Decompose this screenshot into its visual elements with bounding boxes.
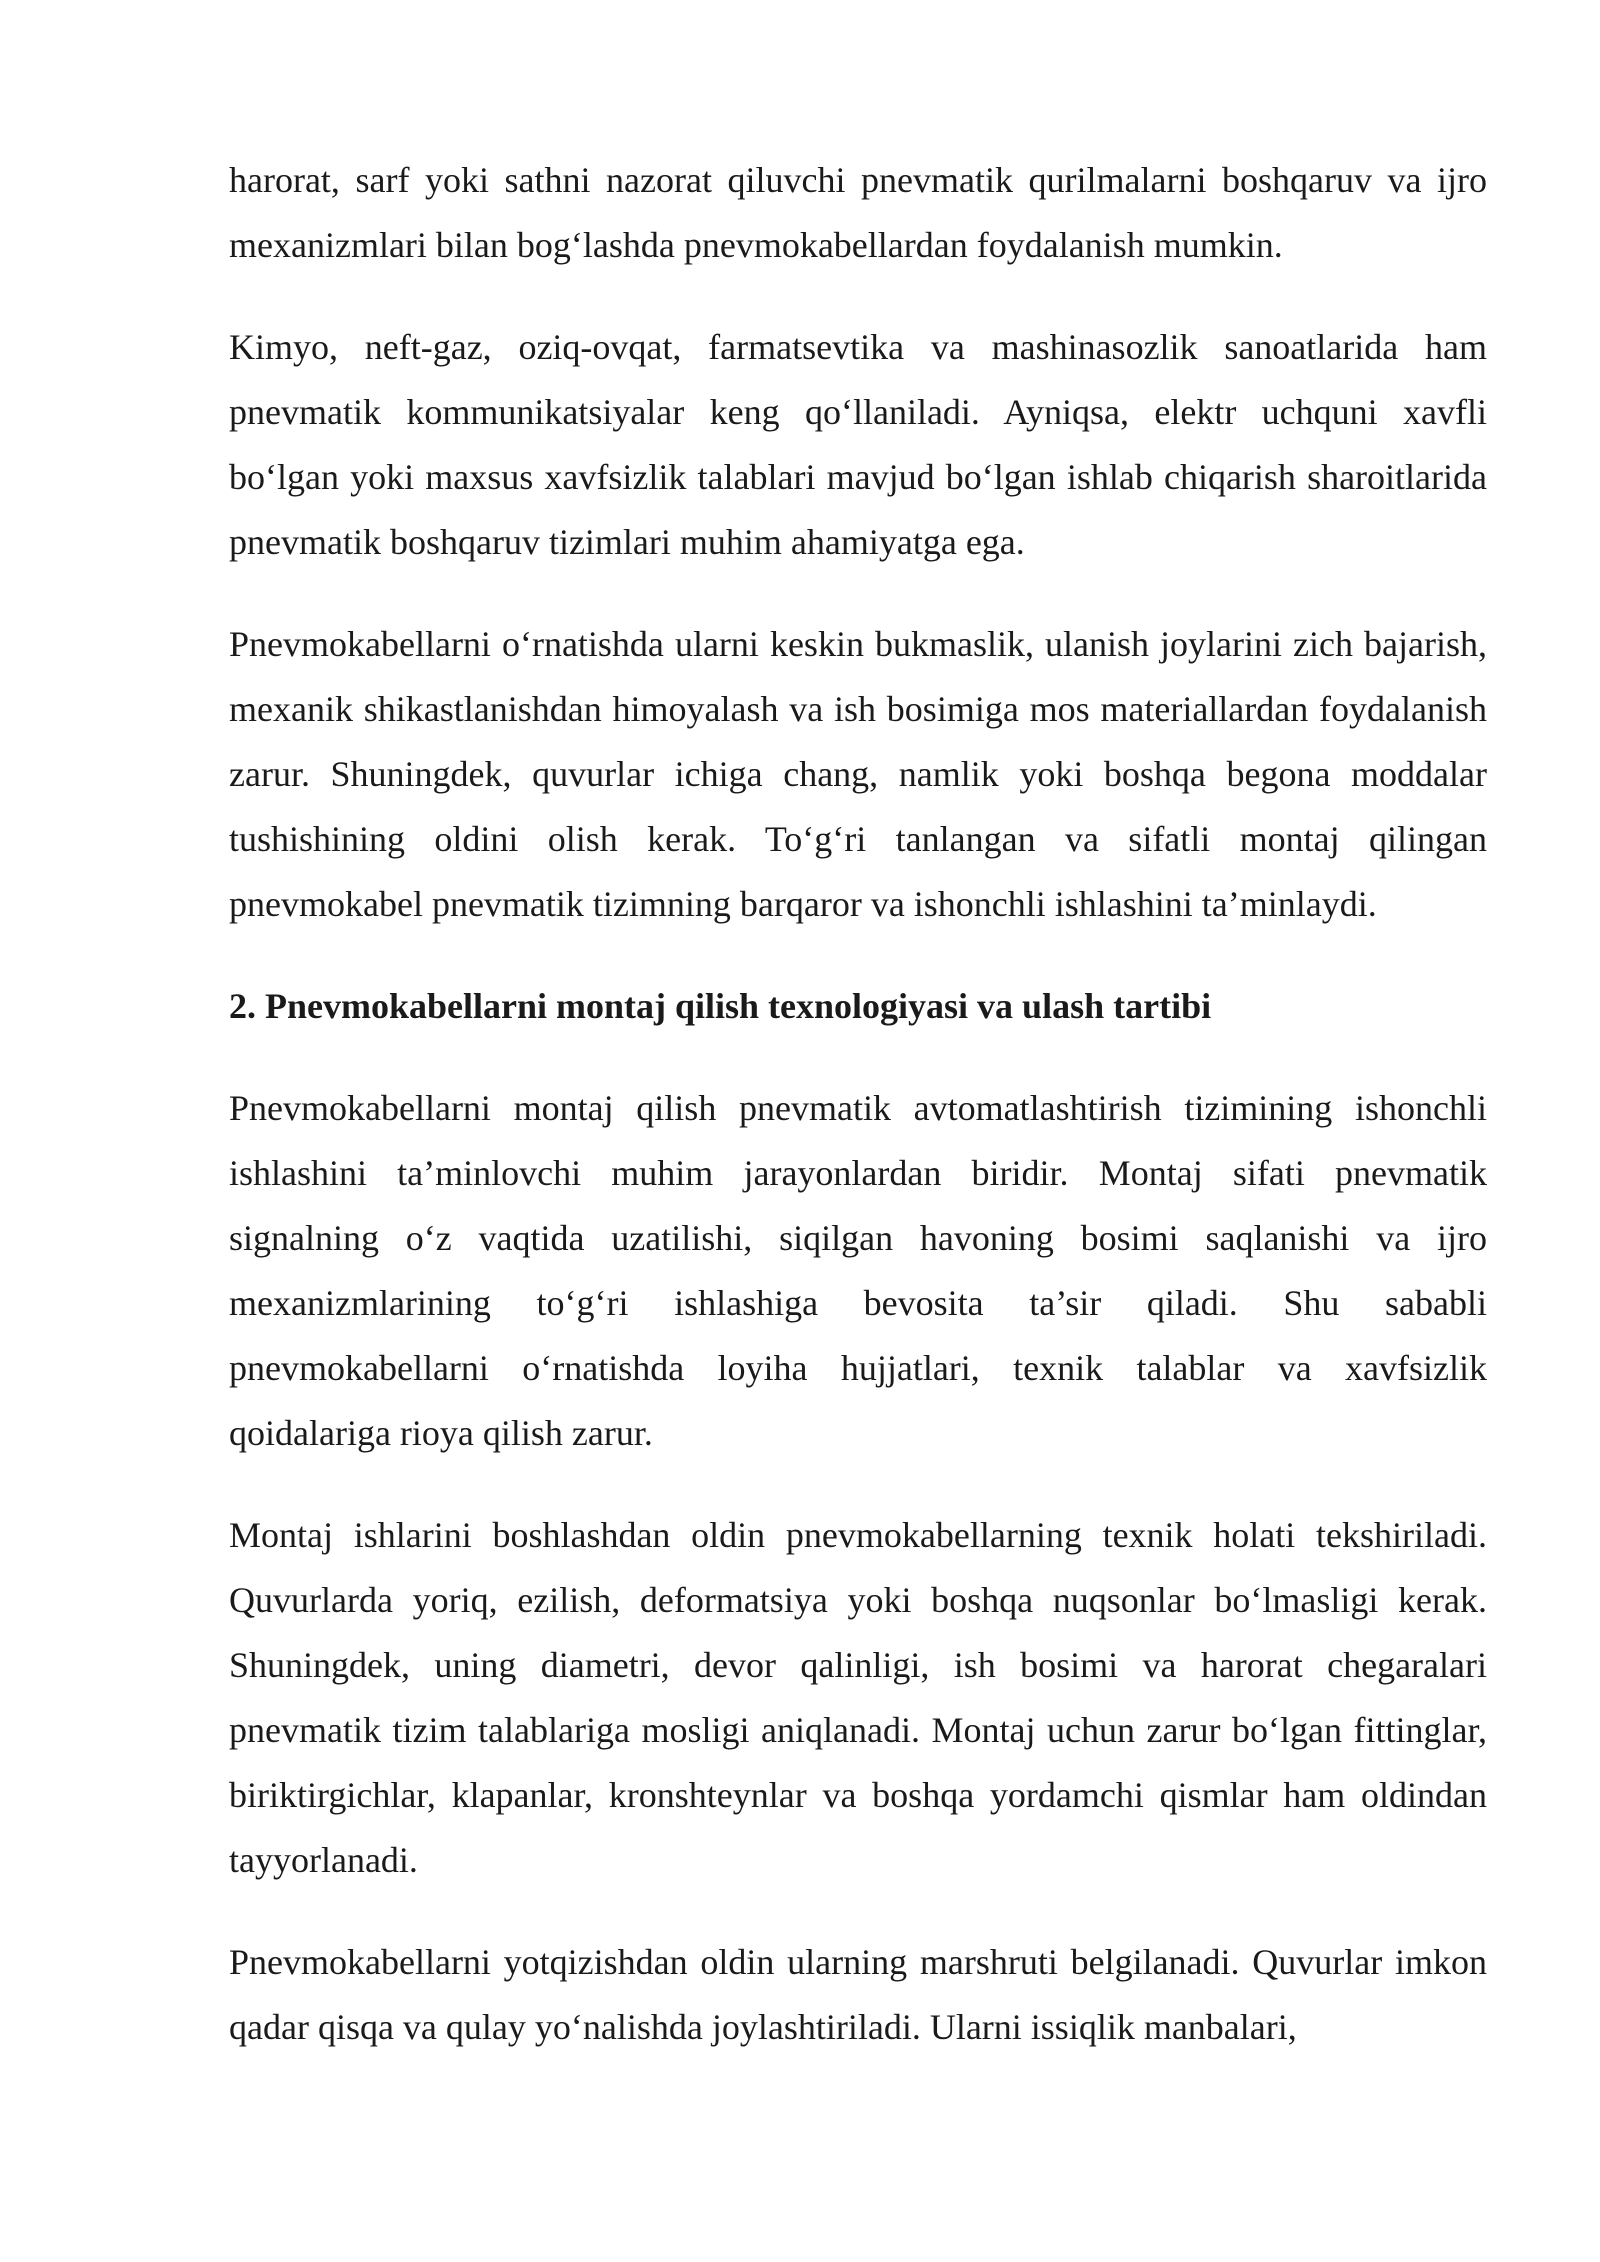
body-paragraph: Montaj ishlarini boshlashdan oldin pnevmokabellarning texnik holati tekshiriladi. Quvurlarda yoriq, ezilish, deformatsiya yoki boshqa nuqsonlar bo‘lmasligi kerak. Shuningdek, uning diametri, devor qalinligi, ish bosimi va harorat chegaralari pnevmatik tizim talablariga mosligi aniqlanadi. Montaj uchun zarur bo‘lgan fittinglar, biriktirgichlar, klapanlar, kronshteynlar va boshqa yordamchi qismlar ham oldindan tayyorlanadi. [229,1515,1487,1880]
body-paragraph: Pnevmokabellarni montaj qilish pnevmatik avtomatlashtirish tizimining ishonchli ishlashini ta’minlovchi muhim jarayonlardan biridir. Montaj sifati pnevmatik signalning o‘z vaqtida uzatilishi, siqilgan havoning bosimi saqlanishi va ijro mexanizmlarining to‘g‘ri ishlashiga bevosita ta’sir qiladi. Shu sababli pnevmokabellarni o‘rnatishda loyiha hujjatlari, texnik talablar va xavfsizlik qoidalariga rioya qilish zarur. [229,1088,1487,1453]
body-paragraph: Pnevmokabellarni yotqizishdan oldin ularning marshruti belgilanadi. Quvurlar imkon qadar qisqa va qulay yo‘nalishda joylashtiriladi. Ularni issiqlik manbalari, [229,1942,1487,2047]
section-heading: 2. Pnevmokabellarni montaj qilish texnologiyasi va ulash tartibi [229,986,1212,1026]
body-paragraph: Pnevmokabellarni o‘rnatishda ularni keskin bukmaslik, ulanish joylarini zich bajarish, mexanik shikastlanishdan himoyalash va ish bosimiga mos materiallardan foydalanish zarur. Shuningdek, quvurlar ichiga chang, namlik yoki boshqa begona moddalar tushishining oldini olish kerak. To‘g‘ri tanlangan va sifatli montaj qilingan pnevmokabel pnevmatik tizimning barqaror va ishonchli ishlashini ta’minlaydi. [229,624,1487,924]
body-paragraph: Kimyo, neft-gaz, oziq-ovqat, farmatsevtika va mashinasozlik sanoatlarida ham pnevmatik kommunikatsiyalar keng qo‘llaniladi. Ayniqsa, elektr uchquni xavfli bo‘lgan yoki maxsus xavfsizlik talablari mavjud bo‘lgan ishlab chiqarish sharoitlarida pnevmatik boshqaruv tizimlari muhim ahamiyatga ega. [229,327,1487,562]
document-page [229,148,1487,2097]
body-paragraph: harorat, sarf yoki sathni nazorat qiluvchi pnevmatik qurilmalarni boshqaruv va ijro mexanizmlari bilan bog‘lashda pnevmokabellardan foydalanish mumkin. [229,160,1487,265]
